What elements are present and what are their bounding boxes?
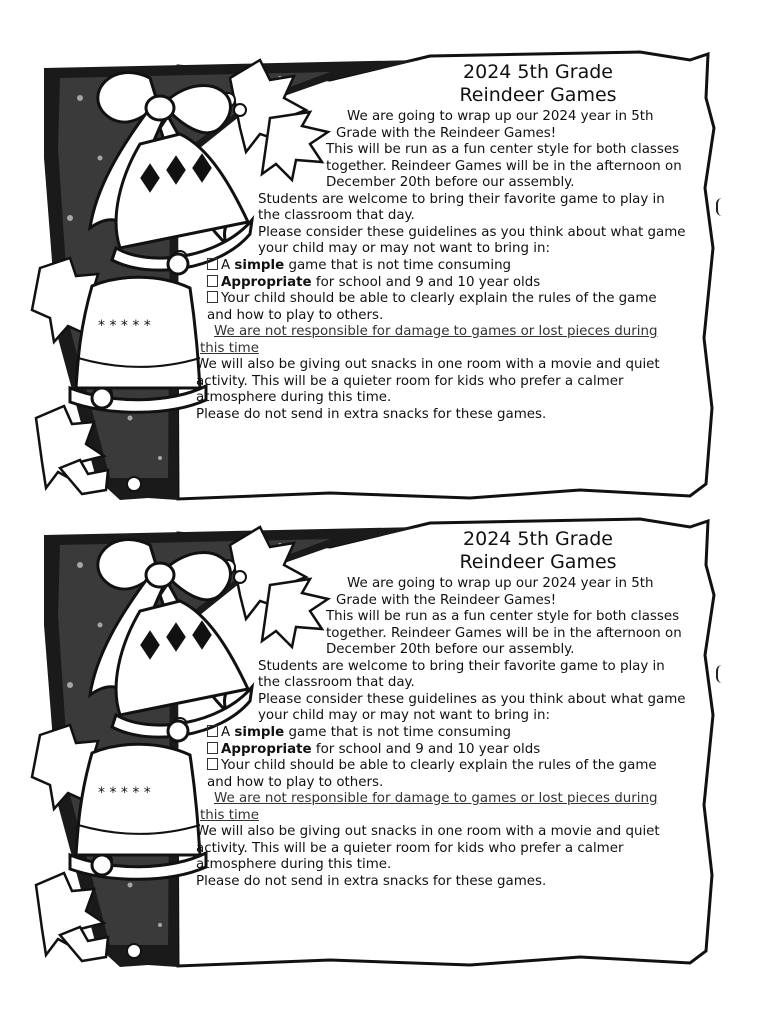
guideline-appropriate-bold: Appropriate	[221, 742, 312, 757]
guideline-appropriate	[207, 742, 540, 759]
title-line-2: Reindeer Games	[459, 551, 617, 573]
no-snacks-line: Please do not send in extra snacks for these games.	[196, 407, 547, 422]
snacks-line-3: atmosphere during this time.	[196, 390, 392, 405]
checkbox-icon	[207, 275, 218, 287]
title-line-2: Reindeer Games	[459, 84, 617, 106]
checkbox-icon	[207, 758, 218, 770]
guideline-appropriate-rest: for school and 9 and 10 year olds	[311, 742, 541, 757]
consider-line-1: Please consider these guidelines as you think about what game	[258, 692, 686, 707]
snacks-line-3: atmosphere during this time.	[196, 857, 392, 872]
snacks-line-2: activity. This will be a quieter room for kids who prefer a calmer	[196, 374, 624, 389]
flyer-title	[436, 528, 640, 574]
guideline-simple-rest: game that is not time consuming	[284, 258, 512, 273]
style-line-3: December 20th before our assembly.	[326, 175, 575, 190]
style-line-1: This will be run as a fun center style for both classes	[326, 142, 680, 157]
students-line-2: the classroom that day.	[258, 675, 415, 690]
guideline-appropriate-rest: for school and 9 and 10 year olds	[311, 275, 541, 290]
guideline-simple-bold: simple	[234, 725, 285, 740]
intro-line-1: We are going to wrap up our 2024 year in 5th	[347, 576, 654, 591]
checkbox-icon	[207, 742, 218, 754]
flyer-bottom	[0, 505, 768, 973]
title-line-1: 2024 5th Grade	[463, 61, 613, 83]
students-line-2: the classroom that day.	[258, 208, 415, 223]
guideline-simple	[207, 725, 511, 742]
intro-line-2: Grade with the Reindeer Games!	[336, 126, 557, 141]
students-line-1: Students are welcome to bring their favorite game to play in	[258, 659, 665, 674]
flyer-top	[0, 38, 768, 506]
checkbox-icon	[207, 725, 218, 737]
snacks-line-2: activity. This will be a quieter room for kids who prefer a calmer	[196, 841, 624, 856]
disclaimer-line-1: We are not responsible for damage to games or lost pieces during	[214, 791, 658, 806]
guideline-appropriate-bold: Appropriate	[221, 275, 312, 290]
svg-text:* * * * *: * * * * *	[98, 318, 151, 334]
guideline-explain-text: Your child should be able to clearly explain the rules of the game	[221, 758, 657, 773]
guideline-appropriate	[207, 275, 540, 292]
style-line-2: together. Reindeer Games will be in the afternoon on	[326, 626, 682, 641]
guideline-explain-text: Your child should be able to clearly explain the rules of the game	[221, 291, 657, 306]
style-line-1: This will be run as a fun center style for both classes	[326, 609, 680, 624]
guideline-explain	[207, 758, 657, 775]
guideline-explain-line-2: and how to play to others.	[207, 775, 384, 790]
consider-line-1: Please consider these guidelines as you think about what game	[258, 225, 686, 240]
checkbox-icon	[207, 258, 218, 270]
intro-line-1: We are going to wrap up our 2024 year in 5th	[347, 109, 654, 124]
guideline-simple-rest: game that is not time consuming	[284, 725, 512, 740]
flyer-title	[436, 61, 640, 107]
no-snacks-line: Please do not send in extra snacks for these games.	[196, 874, 547, 889]
consider-line-2: your child may or may not want to bring in:	[258, 241, 550, 256]
disclaimer-line-2: this time	[200, 808, 259, 823]
title-line-1: 2024 5th Grade	[463, 528, 613, 550]
guideline-simple-prefix: A	[221, 258, 235, 273]
guideline-simple-bold: simple	[234, 258, 285, 273]
disclaimer-line-1: We are not responsible for damage to games or lost pieces during	[214, 324, 658, 339]
guideline-explain-line-2: and how to play to others.	[207, 308, 384, 323]
disclaimer-line-2: this time	[200, 341, 259, 356]
intro-line-2: Grade with the Reindeer Games!	[336, 593, 557, 608]
guideline-explain	[207, 291, 657, 308]
checkbox-icon	[207, 291, 218, 303]
svg-text:* * * * *: * * * * *	[98, 785, 151, 801]
consider-line-2: your child may or may not want to bring in:	[258, 708, 550, 723]
guideline-simple	[207, 258, 511, 275]
snacks-line-1: We will also be giving out snacks in one room with a movie and quiet	[196, 824, 660, 839]
guideline-simple-prefix: A	[221, 725, 235, 740]
page-edge-mark	[716, 198, 724, 216]
page-edge-mark	[716, 665, 724, 683]
snacks-line-1: We will also be giving out snacks in one room with a movie and quiet	[196, 357, 660, 372]
style-line-2: together. Reindeer Games will be in the afternoon on	[326, 159, 682, 174]
style-line-3: December 20th before our assembly.	[326, 642, 575, 657]
students-line-1: Students are welcome to bring their favorite game to play in	[258, 192, 665, 207]
